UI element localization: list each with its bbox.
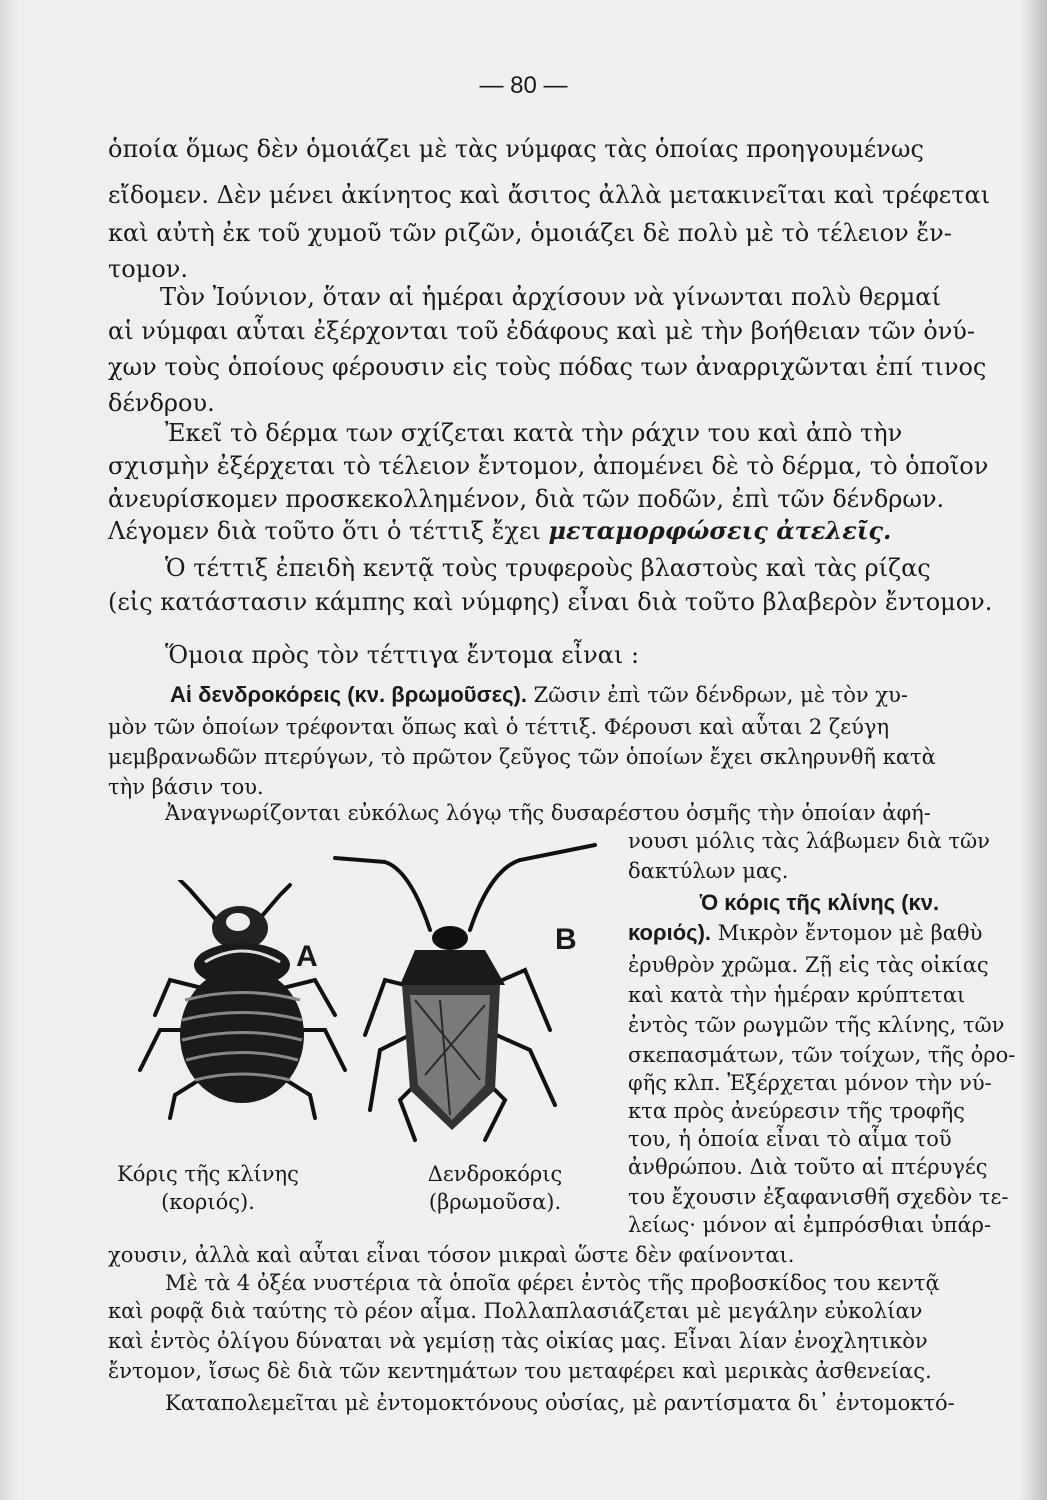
text-line: Καταπολεμεῖται μὲ ἐντομοκτόνους οὐσίας, μὲ ραντίσματα δι᾽ ἐντομοκτό- [165,1391,955,1415]
text-line: (εἰς κατάστασιν κάμπης καὶ νύμφης) εἶναι διὰ τοῦτο βλαβερὸν ἔντομον. [108,588,993,616]
text-line: χουσιν, ἀλλὰ καὶ αὗται εἶναι τόσον μικραὶ ὥστε δὲν φαίνονται. [108,1243,795,1267]
text-line: σκεπασμάτων, τῶν τοίχων, τῆς ὀρο- [628,1043,1016,1067]
subheading-koris: Ὁ κόρις τῆς κλίνης (κν. [700,890,940,915]
text-line: Ἐκεῖ τὸ δέρμα των σχίζεται κατὰ τὴν ράχιν του καὶ ἀπὸ τὴν [165,419,903,447]
text-line: του, ἡ ὁποία εἶναι τὸ αἷμα τοῦ [628,1127,952,1151]
text-line: ἐντὸς τῶν ρωγμῶν τῆς κλίνης, τῶν [628,1013,1005,1037]
section-intro: Ὅμοια πρὸς τὸν τέττιγα ἔντομα εἶναι : [165,641,640,669]
text-line: καὶ αὐτὴ ἐκ τοῦ χυμοῦ τῶν ριζῶν, ὁμοιάζει δὲ πολὺ μὲ τὸ τέλειον ἔν- [108,219,952,247]
text-line: ἐρυθρὸν χρῶμα. Ζῇ εἰς τὰς οἰκίας [628,953,989,977]
text-line: Ἀναγνωρίζονται εὐκόλως λόγῳ τῆς δυσαρέστου ὀσμῆς τὴν ὁποίαν ἀφή- [165,801,931,825]
bedbug-illustration [130,880,360,1120]
page-number: — 80 — [479,72,568,99]
text-line: δένδρου. [108,389,215,417]
text-line: χων τοὺς ὁποίους φέρουσιν εἰς τοὺς πόδας των ἀναρριχῶνται ἐπί τινος [108,353,987,381]
text-line-with-emphasis [108,516,891,546]
text-line: κτα πρὸς ἀνεύρεσιν τῆς τροφῆς [628,1099,965,1123]
subheading-koris-cont: κοριός). [628,920,712,945]
text-line: νουσι μόλις τὰς λάβωμεν διὰ τῶν [628,829,990,853]
caption-bedbug [108,1160,308,1216]
text-fragment: Ζῶσιν ἐπὶ τῶν δένδρων, μὲ τὸν χυ- [533,683,908,707]
text-line: μὸν τῶν ὁποίων τρέφονται ὅπως καὶ ὁ τέττιξ. Φέρουσι καὶ αὗται 2 ζεύγη [108,715,890,739]
text-line: δακτύλων μας. [628,859,789,883]
caption-line: (κοριός). [161,1190,255,1214]
text-line: Ὁ τέττιξ ἐπειδὴ κεντᾷ τοὺς τρυφεροὺς βλαστοὺς καὶ τὰς ρίζας [165,554,931,582]
text-line: τομον. [108,255,188,283]
text-line: ἀνθρώπου. Διὰ τοῦτο αἱ πτέρυγές [628,1155,988,1179]
text-line: καὶ ροφᾷ διὰ ταύτης τὸ ρέον αἷμα. Πολλαπλασιάζεται μὲ μεγάλην εὐκολίαν [108,1299,923,1323]
text-line-with-heading [628,918,982,948]
text-line: Τὸν Ἰούνιον, ὅταν αἱ ἡμέραι ἀρχίσουν νὰ γίνωνται πολὺ θερμαί [160,283,941,311]
text-line: εἴδομεν. Δὲν μένει ἀκίνητος καὶ ἄσιτος ἀλλὰ μετακινεῖται καὶ τρέφεται [108,181,991,209]
emphasis-term: μεταμορφώσεις ἀτελεῖς. [548,516,892,545]
caption-line: (βρωμοῦσα). [428,1190,562,1214]
text-line: αἱ νύμφαι αὗται ἐξέρχονται τοῦ ἐδάφους καὶ μὲ τὴν βοήθειαν τῶν ὀνύ- [108,317,975,345]
figure-label-a: A [296,940,318,973]
text-line: καὶ κατὰ τὴν ἡμέραν κρύπτεται [628,983,966,1007]
text-line: ἀνευρίσκομεν προσκεκολλημένον, διὰ τῶν ποδῶν, ἐπὶ τῶν δένδρων. [108,485,945,513]
figure-label-b: B [555,923,577,956]
text-line: σχισμὴν ἐξέρχεται τὸ τέλειον ἔντομον, ἀπομένει δὲ τὸ δέρμα, τὸ ὁποῖον [108,452,989,480]
treebug-illustration [330,820,600,1150]
subheading-dendrokoreis: Αἱ δενδροκόρεις (κν. βρωμοῦσες). [170,682,527,707]
text-fragment: Μικρὸν ἔντομον μὲ βαθὺ [717,921,983,945]
text-fragment: Λέγομεν διὰ τοῦτο ὅτι ὁ τέττιξ ἔχει [108,517,541,545]
text-line-with-heading [170,680,908,710]
text-line: μεμβρανωδῶν πτερύγων, τὸ πρῶτον ζεῦγος τῶν ὁποίων ἔχει σκληρυνθῆ κατὰ [108,745,936,769]
caption-line: Κόρις τῆς κλίνης [117,1162,299,1186]
text-line: τὴν βάσιν του. [108,775,264,799]
text-line: ἔντομον, ἴσως δὲ διὰ τῶν κεντημάτων του μεταφέρει καὶ μερικὰς ἀσθενείας. [108,1359,932,1383]
text-line: ὁποία ὅμως δὲν ὁμοιάζει μὲ τὰς νύμφας τὰς ὁποίας προηγουμένως [108,135,924,163]
caption-treebug [405,1160,585,1216]
text-line: καὶ ἐντὸς ὀλίγου δύναται νὰ γεμίσῃ τὰς οἰκίας μας. Εἶναι λίαν ἐνοχλητικὸν [108,1329,928,1353]
text-line: του ἔχουσιν ἐξαφανισθῆ σχεδὸν τε- [628,1185,1009,1209]
text-line: Μὲ τὰ 4 ὀξέα νυστέρια τὰ ὁποῖα φέρει ἐντὸς τῆς προβοσκίδος του κεντᾷ [165,1271,940,1295]
caption-line: Δενδροκόρις [427,1162,563,1186]
text-line: φῆς κλπ. Ἐξέρχεται μόνον τὴν νύ- [628,1071,992,1095]
text-line: λείως· μόνον αἱ ἐμπρόσθιαι ὑπάρ- [628,1213,992,1237]
